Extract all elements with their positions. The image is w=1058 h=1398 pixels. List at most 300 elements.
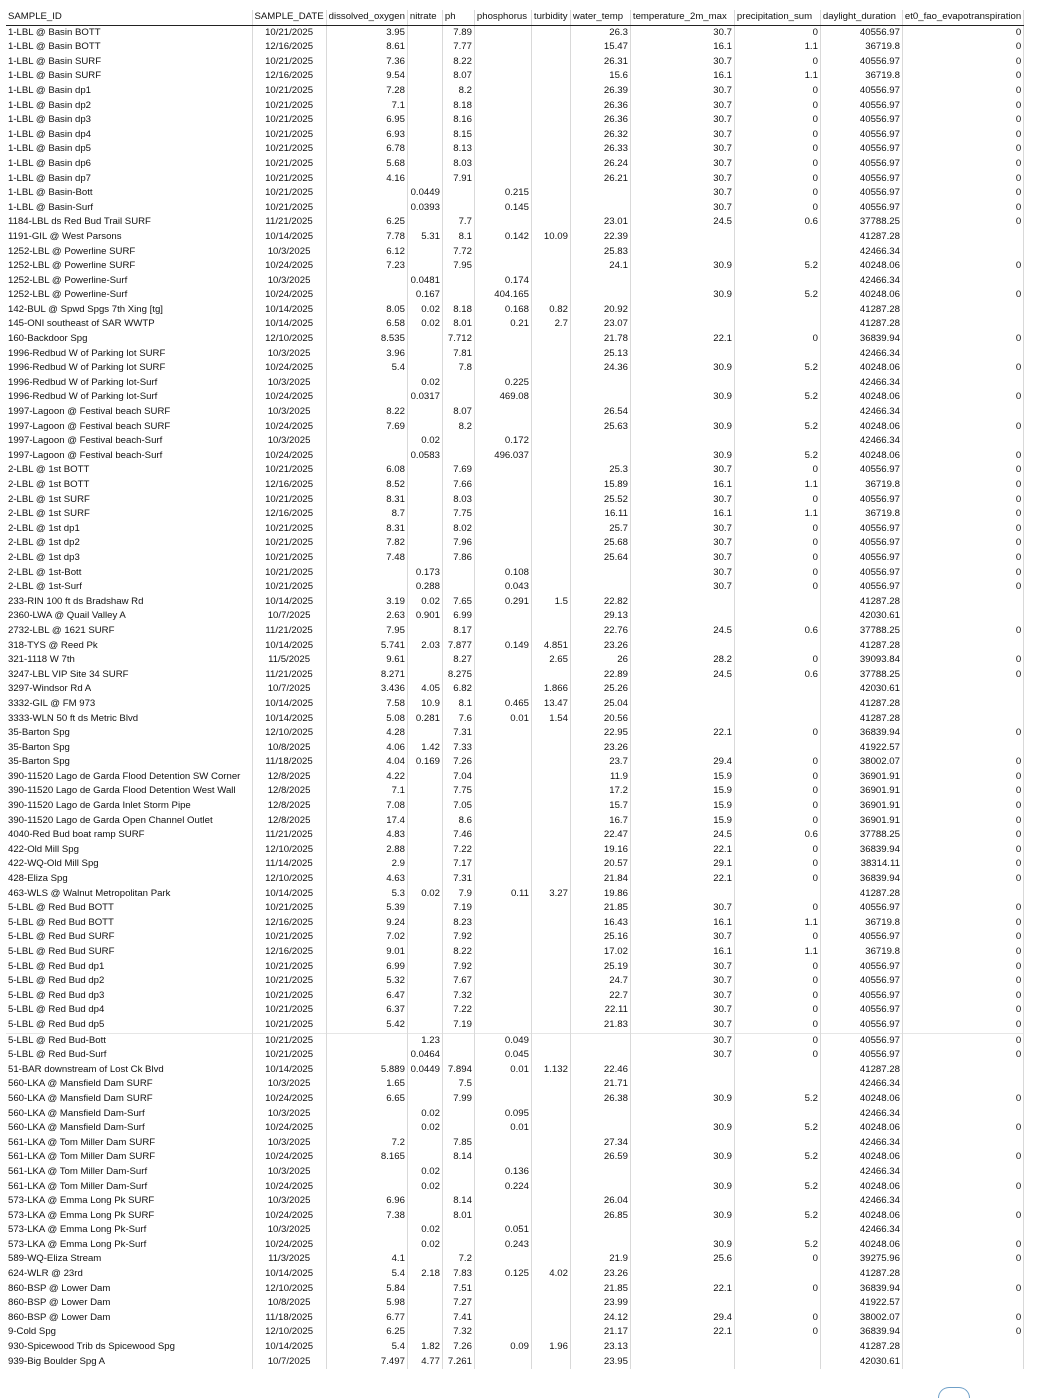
turbidity-cell[interactable] [531, 288, 570, 303]
nitrate-cell[interactable]: 0.02 [407, 1180, 442, 1195]
sample-date-cell[interactable]: 10/21/2025 [252, 1003, 326, 1018]
precipitation-cell[interactable]: 1.1 [734, 945, 820, 960]
water-temp-cell[interactable]: 15.7 [570, 799, 630, 814]
precipitation-cell[interactable]: 0 [734, 814, 820, 829]
daylight-cell[interactable]: 40248.06 [820, 288, 902, 303]
ph-cell[interactable]: 8.1 [442, 230, 474, 245]
sample-date-cell[interactable]: 10/3/2025 [252, 274, 326, 289]
phosphorus-cell[interactable]: 0.051 [474, 1223, 531, 1238]
precipitation-cell[interactable] [734, 376, 820, 391]
nitrate-cell[interactable] [407, 1282, 442, 1297]
water-temp-cell[interactable]: 23.26 [570, 741, 630, 756]
ph-cell[interactable]: 6.82 [442, 682, 474, 697]
temperature-max-cell[interactable]: 30.7 [630, 566, 734, 581]
temperature-max-cell[interactable]: 24.5 [630, 668, 734, 683]
phosphorus-cell[interactable] [474, 1018, 531, 1033]
sample-id-cell[interactable]: 2-LBL @ 1st dp2 [6, 536, 252, 551]
sample-id-cell[interactable]: 145-ONI southeast of SAR WWTP [6, 317, 252, 332]
precipitation-cell[interactable]: 5.2 [734, 390, 820, 405]
temperature-max-cell[interactable] [630, 1223, 734, 1238]
daylight-cell[interactable]: 40556.97 [820, 463, 902, 478]
evapotranspiration-cell[interactable] [902, 741, 1023, 756]
phosphorus-cell[interactable]: 0.215 [474, 186, 531, 201]
evapotranspiration-cell[interactable]: 0 [902, 536, 1023, 551]
nitrate-cell[interactable] [407, 215, 442, 230]
sample-id-cell[interactable]: 1-LBL @ Basin-Bott [6, 186, 252, 201]
sample-date-cell[interactable]: 10/24/2025 [252, 1238, 326, 1253]
water-temp-cell[interactable] [570, 1165, 630, 1180]
nitrate-cell[interactable]: 0.0481 [407, 274, 442, 289]
temperature-max-cell[interactable]: 15.9 [630, 784, 734, 799]
evapotranspiration-cell[interactable] [902, 1077, 1023, 1092]
precipitation-cell[interactable]: 0 [734, 580, 820, 595]
precipitation-cell[interactable] [734, 682, 820, 697]
sample-date-cell[interactable]: 11/21/2025 [252, 828, 326, 843]
ph-cell[interactable]: 8.17 [442, 624, 474, 639]
dissolved-oxygen-cell[interactable]: 6.99 [326, 960, 407, 975]
evapotranspiration-cell[interactable]: 0 [902, 960, 1023, 975]
sample-date-cell[interactable]: 10/21/2025 [252, 1033, 326, 1048]
ph-cell[interactable]: 7.877 [442, 639, 474, 654]
sample-date-cell[interactable]: 10/24/2025 [252, 288, 326, 303]
ph-cell[interactable]: 8.03 [442, 157, 474, 172]
turbidity-cell[interactable] [531, 1033, 570, 1048]
turbidity-cell[interactable] [531, 1018, 570, 1033]
phosphorus-cell[interactable] [474, 916, 531, 931]
evapotranspiration-cell[interactable]: 0 [902, 1048, 1023, 1063]
sample-date-cell[interactable]: 10/24/2025 [252, 259, 326, 274]
evapotranspiration-cell[interactable] [902, 697, 1023, 712]
phosphorus-cell[interactable]: 0.465 [474, 697, 531, 712]
sample-date-cell[interactable]: 10/21/2025 [252, 522, 326, 537]
ph-cell[interactable] [442, 1223, 474, 1238]
turbidity-cell[interactable] [531, 1136, 570, 1151]
phosphorus-cell[interactable] [474, 799, 531, 814]
ph-cell[interactable] [442, 1048, 474, 1063]
phosphorus-cell[interactable] [474, 1325, 531, 1340]
water-temp-cell[interactable]: 22.76 [570, 624, 630, 639]
dissolved-oxygen-cell[interactable]: 7.08 [326, 799, 407, 814]
dissolved-oxygen-cell[interactable]: 8.535 [326, 332, 407, 347]
sample-date-cell[interactable]: 10/7/2025 [252, 682, 326, 697]
turbidity-cell[interactable]: 3.27 [531, 887, 570, 902]
sample-date-cell[interactable]: 10/21/2025 [252, 113, 326, 128]
temperature-max-cell[interactable]: 16.1 [630, 507, 734, 522]
phosphorus-cell[interactable] [474, 536, 531, 551]
precipitation-cell[interactable]: 0 [734, 172, 820, 187]
sample-date-cell[interactable]: 12/16/2025 [252, 945, 326, 960]
ph-cell[interactable]: 7.51 [442, 1282, 474, 1297]
temperature-max-cell[interactable] [630, 609, 734, 624]
turbidity-cell[interactable] [531, 522, 570, 537]
sample-date-cell[interactable]: 10/21/2025 [252, 201, 326, 216]
phosphorus-cell[interactable] [474, 478, 531, 493]
sample-date-cell[interactable]: 10/21/2025 [252, 974, 326, 989]
phosphorus-cell[interactable] [474, 1003, 531, 1018]
dissolved-oxygen-cell[interactable]: 6.96 [326, 1194, 407, 1209]
ph-cell[interactable] [442, 434, 474, 449]
phosphorus-cell[interactable] [474, 857, 531, 872]
phosphorus-cell[interactable] [474, 493, 531, 508]
precipitation-cell[interactable]: 0 [734, 799, 820, 814]
dissolved-oxygen-cell[interactable] [326, 1180, 407, 1195]
precipitation-cell[interactable]: 0 [734, 960, 820, 975]
sample-id-cell[interactable]: 1-LBL @ Basin dp5 [6, 142, 252, 157]
sample-id-cell[interactable]: 1996-Redbud W of Parking lot SURF [6, 361, 252, 376]
water-temp-cell[interactable]: 21.78 [570, 332, 630, 347]
turbidity-cell[interactable] [531, 55, 570, 70]
precipitation-cell[interactable]: 1.1 [734, 507, 820, 522]
nitrate-cell[interactable]: 0.02 [407, 303, 442, 318]
precipitation-cell[interactable] [734, 245, 820, 260]
water-temp-cell[interactable]: 25.19 [570, 960, 630, 975]
water-temp-cell[interactable]: 21.71 [570, 1077, 630, 1092]
turbidity-cell[interactable] [531, 843, 570, 858]
evapotranspiration-cell[interactable]: 0 [902, 726, 1023, 741]
daylight-cell[interactable]: 40556.97 [820, 142, 902, 157]
sample-id-cell[interactable]: 1252-LBL @ Powerline SURF [6, 259, 252, 274]
dissolved-oxygen-cell[interactable]: 7.2 [326, 1136, 407, 1151]
daylight-cell[interactable]: 40248.06 [820, 390, 902, 405]
sample-date-cell[interactable]: 10/14/2025 [252, 712, 326, 727]
temperature-max-cell[interactable]: 16.1 [630, 69, 734, 84]
col-header-et0-fao-evapotranspiration[interactable]: et0_fao_evapotranspiration [902, 10, 1023, 25]
temperature-max-cell[interactable]: 30.7 [630, 463, 734, 478]
water-temp-cell[interactable]: 23.7 [570, 755, 630, 770]
daylight-cell[interactable]: 40556.97 [820, 1048, 902, 1063]
ph-cell[interactable]: 7.85 [442, 1136, 474, 1151]
sample-id-cell[interactable]: 3297-Windsor Rd A [6, 682, 252, 697]
evapotranspiration-cell[interactable]: 0 [902, 142, 1023, 157]
col-header-nitrate[interactable]: nitrate [407, 10, 442, 25]
nitrate-cell[interactable]: 0.02 [407, 1121, 442, 1136]
ph-cell[interactable]: 7.05 [442, 799, 474, 814]
water-temp-cell[interactable]: 26.33 [570, 142, 630, 157]
daylight-cell[interactable]: 40248.06 [820, 1092, 902, 1107]
ph-cell[interactable]: 7.92 [442, 960, 474, 975]
evapotranspiration-cell[interactable] [902, 682, 1023, 697]
daylight-cell[interactable]: 36719.8 [820, 40, 902, 55]
daylight-cell[interactable]: 42466.34 [820, 1136, 902, 1151]
water-temp-cell[interactable] [570, 390, 630, 405]
ph-cell[interactable]: 7.26 [442, 1340, 474, 1355]
temperature-max-cell[interactable]: 30.9 [630, 390, 734, 405]
sample-id-cell[interactable]: 860-BSP @ Lower Dam [6, 1282, 252, 1297]
dissolved-oxygen-cell[interactable]: 3.96 [326, 347, 407, 362]
water-temp-cell[interactable] [570, 186, 630, 201]
daylight-cell[interactable]: 41287.28 [820, 697, 902, 712]
sample-id-cell[interactable]: 2-LBL @ 1st SURF [6, 493, 252, 508]
turbidity-cell[interactable]: 1.132 [531, 1063, 570, 1078]
nitrate-cell[interactable]: 0.169 [407, 755, 442, 770]
phosphorus-cell[interactable] [474, 843, 531, 858]
turbidity-cell[interactable] [531, 84, 570, 99]
sample-date-cell[interactable]: 10/21/2025 [252, 566, 326, 581]
sample-id-cell[interactable]: 463-WLS @ Walnut Metropolitan Park [6, 887, 252, 902]
evapotranspiration-cell[interactable]: 0 [902, 1209, 1023, 1224]
water-temp-cell[interactable]: 23.99 [570, 1296, 630, 1311]
daylight-cell[interactable]: 40248.06 [820, 361, 902, 376]
precipitation-cell[interactable] [734, 697, 820, 712]
sample-id-cell[interactable]: 2-LBL @ 1st dp1 [6, 522, 252, 537]
phosphorus-cell[interactable] [474, 784, 531, 799]
turbidity-cell[interactable] [531, 172, 570, 187]
temperature-max-cell[interactable]: 30.9 [630, 420, 734, 435]
water-temp-cell[interactable]: 26.38 [570, 1092, 630, 1107]
nitrate-cell[interactable] [407, 40, 442, 55]
nitrate-cell[interactable] [407, 1209, 442, 1224]
precipitation-cell[interactable] [734, 434, 820, 449]
nitrate-cell[interactable]: 0.173 [407, 566, 442, 581]
sample-id-cell[interactable]: 428-Eliza Spg [6, 872, 252, 887]
sample-id-cell[interactable]: 1-LBL @ Basin BOTT [6, 40, 252, 55]
dissolved-oxygen-cell[interactable] [326, 376, 407, 391]
dissolved-oxygen-cell[interactable]: 7.82 [326, 536, 407, 551]
water-temp-cell[interactable]: 11.9 [570, 770, 630, 785]
daylight-cell[interactable]: 41287.28 [820, 887, 902, 902]
sample-date-cell[interactable]: 12/8/2025 [252, 814, 326, 829]
evapotranspiration-cell[interactable]: 0 [902, 1180, 1023, 1195]
nitrate-cell[interactable] [407, 1077, 442, 1092]
precipitation-cell[interactable] [734, 317, 820, 332]
turbidity-cell[interactable]: 4.02 [531, 1267, 570, 1282]
sample-id-cell[interactable]: 1-LBL @ Basin-Surf [6, 201, 252, 216]
ph-cell[interactable] [442, 274, 474, 289]
ph-cell[interactable] [442, 201, 474, 216]
sample-id-cell[interactable]: 5-LBL @ Red Bud dp4 [6, 1003, 252, 1018]
ph-cell[interactable]: 8.18 [442, 99, 474, 114]
phosphorus-cell[interactable] [474, 332, 531, 347]
col-header-ph[interactable]: ph [442, 10, 474, 25]
sample-id-cell[interactable]: 860-BSP @ Lower Dam [6, 1311, 252, 1326]
phosphorus-cell[interactable]: 0.01 [474, 1121, 531, 1136]
water-temp-cell[interactable]: 16.43 [570, 916, 630, 931]
evapotranspiration-cell[interactable] [902, 887, 1023, 902]
evapotranspiration-cell[interactable] [902, 1267, 1023, 1282]
water-temp-cell[interactable]: 22.95 [570, 726, 630, 741]
phosphorus-cell[interactable]: 0.136 [474, 1165, 531, 1180]
temperature-max-cell[interactable]: 30.7 [630, 522, 734, 537]
temperature-max-cell[interactable]: 28.2 [630, 653, 734, 668]
temperature-max-cell[interactable]: 30.7 [630, 989, 734, 1004]
water-temp-cell[interactable]: 22.11 [570, 1003, 630, 1018]
temperature-max-cell[interactable]: 29.1 [630, 857, 734, 872]
sample-date-cell[interactable]: 10/3/2025 [252, 434, 326, 449]
dissolved-oxygen-cell[interactable]: 2.88 [326, 843, 407, 858]
ph-cell[interactable]: 7.26 [442, 755, 474, 770]
ph-cell[interactable]: 7.96 [442, 536, 474, 551]
water-temp-cell[interactable]: 26.39 [570, 84, 630, 99]
sample-date-cell[interactable]: 10/3/2025 [252, 1223, 326, 1238]
nitrate-cell[interactable] [407, 361, 442, 376]
nitrate-cell[interactable] [407, 1092, 442, 1107]
sample-date-cell[interactable]: 10/7/2025 [252, 609, 326, 624]
dissolved-oxygen-cell[interactable]: 5.741 [326, 639, 407, 654]
turbidity-cell[interactable] [531, 770, 570, 785]
nitrate-cell[interactable] [407, 493, 442, 508]
temperature-max-cell[interactable]: 30.7 [630, 113, 734, 128]
daylight-cell[interactable]: 36839.94 [820, 332, 902, 347]
water-temp-cell[interactable]: 21.9 [570, 1252, 630, 1267]
dissolved-oxygen-cell[interactable]: 4.04 [326, 755, 407, 770]
daylight-cell[interactable]: 38002.07 [820, 1311, 902, 1326]
turbidity-cell[interactable]: 0.82 [531, 303, 570, 318]
turbidity-cell[interactable] [531, 1238, 570, 1253]
sample-date-cell[interactable]: 11/21/2025 [252, 624, 326, 639]
water-temp-cell[interactable]: 15.6 [570, 69, 630, 84]
water-temp-cell[interactable] [570, 1238, 630, 1253]
dissolved-oxygen-cell[interactable]: 7.02 [326, 930, 407, 945]
sample-date-cell[interactable]: 10/14/2025 [252, 1340, 326, 1355]
sample-id-cell[interactable]: 1997-Lagoon @ Festival beach SURF [6, 405, 252, 420]
sample-date-cell[interactable]: 10/14/2025 [252, 697, 326, 712]
evapotranspiration-cell[interactable]: 0 [902, 945, 1023, 960]
sample-id-cell[interactable]: 1-LBL @ Basin BOTT [6, 25, 252, 40]
dissolved-oxygen-cell[interactable]: 7.28 [326, 84, 407, 99]
ph-cell[interactable]: 7.9 [442, 887, 474, 902]
dissolved-oxygen-cell[interactable]: 3.95 [326, 25, 407, 40]
temperature-max-cell[interactable]: 30.9 [630, 288, 734, 303]
precipitation-cell[interactable]: 0.6 [734, 215, 820, 230]
sample-id-cell[interactable]: 573-LKA @ Emma Long Pk SURF [6, 1209, 252, 1224]
precipitation-cell[interactable]: 0 [734, 989, 820, 1004]
water-temp-cell[interactable]: 19.16 [570, 843, 630, 858]
precipitation-cell[interactable]: 0 [734, 551, 820, 566]
evapotranspiration-cell[interactable]: 0 [902, 420, 1023, 435]
ph-cell[interactable]: 8.18 [442, 303, 474, 318]
water-temp-cell[interactable]: 17.02 [570, 945, 630, 960]
precipitation-cell[interactable]: 5.2 [734, 259, 820, 274]
phosphorus-cell[interactable]: 0.145 [474, 201, 531, 216]
sample-date-cell[interactable]: 10/21/2025 [252, 172, 326, 187]
temperature-max-cell[interactable] [630, 1136, 734, 1151]
nitrate-cell[interactable] [407, 784, 442, 799]
dissolved-oxygen-cell[interactable]: 8.165 [326, 1150, 407, 1165]
water-temp-cell[interactable] [570, 1033, 630, 1048]
daylight-cell[interactable]: 42030.61 [820, 1355, 902, 1370]
dissolved-oxygen-cell[interactable]: 7.497 [326, 1355, 407, 1370]
ph-cell[interactable]: 7.72 [442, 245, 474, 260]
temperature-max-cell[interactable]: 15.9 [630, 799, 734, 814]
water-temp-cell[interactable]: 25.83 [570, 245, 630, 260]
sample-date-cell[interactable]: 10/14/2025 [252, 230, 326, 245]
sample-id-cell[interactable]: 1-LBL @ Basin SURF [6, 69, 252, 84]
water-temp-cell[interactable]: 26.36 [570, 113, 630, 128]
nitrate-cell[interactable] [407, 857, 442, 872]
daylight-cell[interactable]: 40556.97 [820, 1018, 902, 1033]
ph-cell[interactable]: 8.27 [442, 653, 474, 668]
dissolved-oxygen-cell[interactable]: 5.84 [326, 1282, 407, 1297]
dissolved-oxygen-cell[interactable] [326, 186, 407, 201]
dissolved-oxygen-cell[interactable] [326, 449, 407, 464]
nitrate-cell[interactable]: 0.0583 [407, 449, 442, 464]
precipitation-cell[interactable]: 0 [734, 1282, 820, 1297]
temperature-max-cell[interactable] [630, 595, 734, 610]
nitrate-cell[interactable] [407, 157, 442, 172]
precipitation-cell[interactable]: 0.6 [734, 624, 820, 639]
sample-date-cell[interactable]: 10/14/2025 [252, 1267, 326, 1282]
nitrate-cell[interactable]: 2.03 [407, 639, 442, 654]
turbidity-cell[interactable] [531, 741, 570, 756]
daylight-cell[interactable]: 40556.97 [820, 930, 902, 945]
evapotranspiration-cell[interactable]: 0 [902, 1282, 1023, 1297]
daylight-cell[interactable]: 41287.28 [820, 595, 902, 610]
sample-id-cell[interactable]: 560-LKA @ Mansfield Dam-Surf [6, 1121, 252, 1136]
daylight-cell[interactable]: 37788.25 [820, 828, 902, 843]
ph-cell[interactable]: 7.66 [442, 478, 474, 493]
dissolved-oxygen-cell[interactable]: 9.24 [326, 916, 407, 931]
temperature-max-cell[interactable] [630, 405, 734, 420]
turbidity-cell[interactable] [531, 551, 570, 566]
water-temp-cell[interactable]: 26.24 [570, 157, 630, 172]
dissolved-oxygen-cell[interactable]: 6.95 [326, 113, 407, 128]
sample-id-cell[interactable]: 1252-LBL @ Powerline-Surf [6, 274, 252, 289]
turbidity-cell[interactable] [531, 989, 570, 1004]
water-temp-cell[interactable]: 25.13 [570, 347, 630, 362]
turbidity-cell[interactable] [531, 40, 570, 55]
sample-date-cell[interactable]: 11/21/2025 [252, 215, 326, 230]
daylight-cell[interactable]: 37788.25 [820, 215, 902, 230]
daylight-cell[interactable]: 42466.34 [820, 1223, 902, 1238]
sample-id-cell[interactable]: 9-Cold Spg [6, 1325, 252, 1340]
temperature-max-cell[interactable]: 16.1 [630, 916, 734, 931]
sample-date-cell[interactable]: 10/24/2025 [252, 361, 326, 376]
dissolved-oxygen-cell[interactable] [326, 1165, 407, 1180]
evapotranspiration-cell[interactable] [902, 434, 1023, 449]
nitrate-cell[interactable] [407, 405, 442, 420]
phosphorus-cell[interactable]: 0.09 [474, 1340, 531, 1355]
precipitation-cell[interactable]: 5.2 [734, 1180, 820, 1195]
daylight-cell[interactable]: 41287.28 [820, 712, 902, 727]
water-temp-cell[interactable]: 23.01 [570, 215, 630, 230]
ph-cell[interactable]: 7.19 [442, 901, 474, 916]
evapotranspiration-cell[interactable] [902, 639, 1023, 654]
daylight-cell[interactable]: 42030.61 [820, 609, 902, 624]
ph-cell[interactable]: 7.95 [442, 259, 474, 274]
sample-id-cell[interactable]: 1997-Lagoon @ Festival beach-Surf [6, 434, 252, 449]
temperature-max-cell[interactable]: 25.6 [630, 1252, 734, 1267]
ph-cell[interactable] [442, 580, 474, 595]
sample-date-cell[interactable]: 10/24/2025 [252, 1180, 326, 1195]
col-header-temperature-2m-max[interactable]: temperature_2m_max [630, 10, 734, 25]
phosphorus-cell[interactable]: 0.049 [474, 1033, 531, 1048]
phosphorus-cell[interactable] [474, 770, 531, 785]
phosphorus-cell[interactable] [474, 215, 531, 230]
nitrate-cell[interactable] [407, 1325, 442, 1340]
evapotranspiration-cell[interactable]: 0 [902, 828, 1023, 843]
temperature-max-cell[interactable] [630, 317, 734, 332]
daylight-cell[interactable]: 41287.28 [820, 317, 902, 332]
dissolved-oxygen-cell[interactable]: 7.36 [326, 55, 407, 70]
precipitation-cell[interactable]: 5.2 [734, 420, 820, 435]
precipitation-cell[interactable]: 5.2 [734, 1238, 820, 1253]
precipitation-cell[interactable]: 5.2 [734, 449, 820, 464]
ph-cell[interactable] [442, 1180, 474, 1195]
sample-date-cell[interactable]: 10/24/2025 [252, 449, 326, 464]
sample-date-cell[interactable]: 10/21/2025 [252, 128, 326, 143]
water-temp-cell[interactable]: 23.07 [570, 317, 630, 332]
sample-id-cell[interactable]: 589-WQ-Eliza Stream [6, 1252, 252, 1267]
temperature-max-cell[interactable]: 30.7 [630, 84, 734, 99]
dissolved-oxygen-cell[interactable] [326, 1033, 407, 1048]
precipitation-cell[interactable] [734, 1077, 820, 1092]
sample-date-cell[interactable]: 10/21/2025 [252, 25, 326, 40]
nitrate-cell[interactable]: 0.02 [407, 317, 442, 332]
daylight-cell[interactable]: 42466.34 [820, 1077, 902, 1092]
sample-date-cell[interactable]: 10/8/2025 [252, 1296, 326, 1311]
turbidity-cell[interactable] [531, 478, 570, 493]
water-temp-cell[interactable] [570, 274, 630, 289]
